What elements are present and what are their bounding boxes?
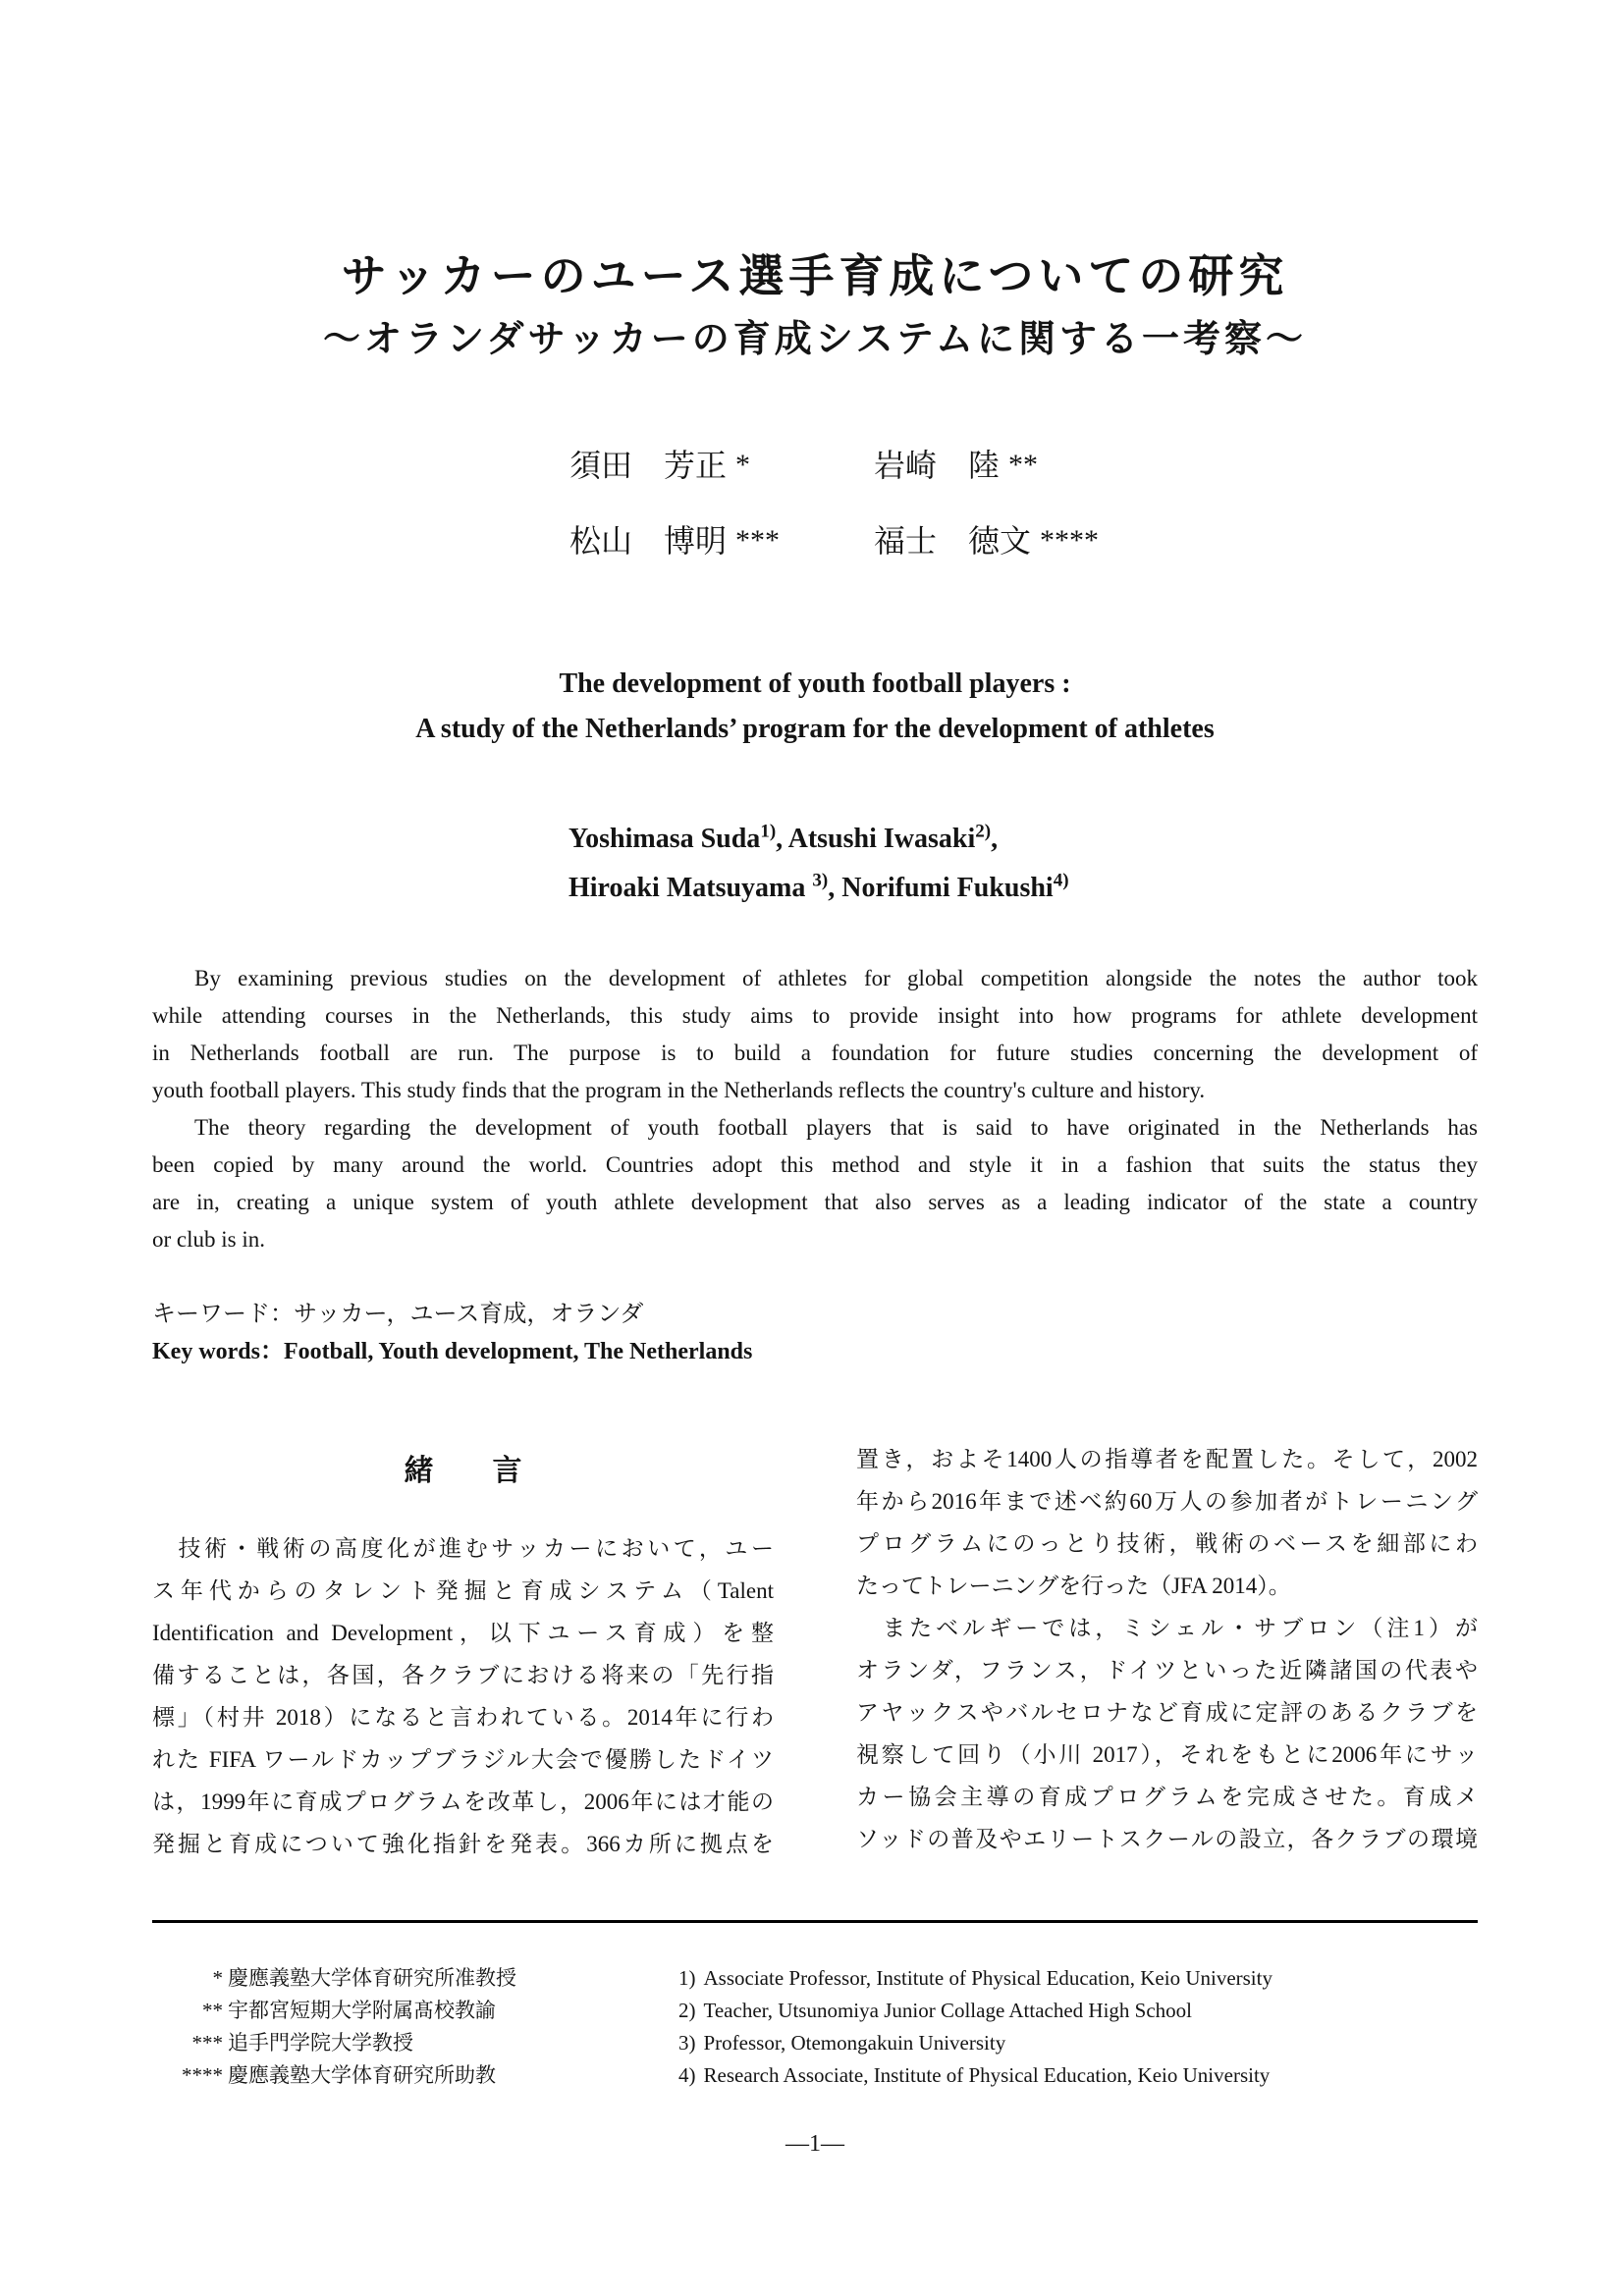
author-en-name: Hiroaki Matsuyama [568,872,813,903]
footnote-line [678,1995,1272,2027]
keywords-en: Key words：Football, Youth development, The Netherlands [152,1338,753,1364]
author-en-sup: 2) [975,821,992,842]
author-en-name: , Norifumi Fukushi [828,872,1054,903]
body-line: またベルギーでは，ミシェル・サブロン（注1）が [856,1615,1478,1640]
body-line: は，1999年に育成プログラムを改革し，2006年には才能の [152,1789,774,1814]
footnote-marker: *** [191,2030,223,2055]
author-en-separator: , [991,823,999,854]
body-line: 標」（村井 2018）になると言われている。2014年に行わ [152,1704,774,1730]
author-en-sup: 1) [760,821,777,842]
footnote-rule [152,1920,1478,1923]
body-line: 備することは，各国，各クラブにおける将来の「先行指 [152,1662,774,1687]
authors-en-line-2 [568,864,1478,913]
page-number: ―1― [785,2130,844,2157]
body-line: 技術・戦術の高度化が進むサッカーにおいて，ユー [152,1535,774,1561]
footnote-text: Research Associate, Institute of Physical Education, Keio University [703,2062,1271,2087]
body-line: ソッドの普及やエリートスクールの設立，各クラブの環境 [856,1826,1478,1851]
body-line: カー協会主導の育成プログラムを完成させた。育成メ [856,1784,1478,1809]
footnote-text: 宇都宮短期大学附属髙校教諭 [228,1998,496,2022]
body-line: れた FIFA ワールドカップブラジル大会で優勝したドイツ [152,1746,774,1772]
footnote-marker: * [212,1965,223,1990]
footnote-marker: 4) [678,2062,696,2087]
abstract-section [152,960,1478,1258]
footnote-marker: 2) [678,1998,696,2022]
right-column [856,1438,1478,1865]
author-affiliation-mark: ** [1008,448,1039,481]
author-name: 須田 芳正 [569,447,728,483]
authors-en-block [568,815,1478,913]
footnote-text: Associate Professor, Institute of Physical Education, Keio University [703,1965,1272,1990]
author-affiliation-mark: **** [1040,523,1100,557]
abstract-line: youth football players. This study finds that the program in the Netherlands reflects the country's culture and history. [152,1077,1206,1102]
author-en-sup: 3) [812,870,829,891]
section-heading-introduction: 緒 言 [404,1454,522,1487]
abstract-line: The theory regarding the development of youth football players that is said to have originated in the Netherlands has [194,1114,1478,1140]
english-title-line-2: A study of the Netherlands’ program for the development of athletes [415,713,1215,744]
body-line: ス年代からのタレント発掘と育成システム（Talent [152,1577,774,1603]
footnote-text: 慶應義塾大学体育研究所准教授 [228,1965,516,1990]
footnote-affiliations-en [678,1962,1272,2092]
footnote-marker: 1) [678,1965,696,1990]
author-ja-suda [569,445,874,488]
body-line: 発掘と育成について強化指針を発表。366カ所に拠点を [152,1831,774,1856]
footnote-text: Teacher, Utsunomiya Junior Collage Attached High School [703,1998,1192,2022]
footnote-marker: **** [182,2062,223,2087]
body-line: Identification and Development，以下ユース育成）を整 [152,1620,774,1645]
author-affiliation-mark: * [735,448,751,481]
paper-title-ja: サッカーのユース選手育成についての研究 [341,251,1289,301]
author-affiliation-mark: *** [735,523,781,557]
footnote-line [678,2059,1272,2092]
english-title [152,662,1478,752]
abstract-line: while attending courses in the Netherlands, this study aims to provide insight into how programs for athlete development [152,1002,1478,1028]
body-line: 置き，およそ1400人の指導者を配置した。そして，2002 [856,1446,1478,1471]
left-column [152,1438,774,1865]
author-ja-matsuyama [569,520,874,563]
footnote-text: 慶應義塾大学体育研究所助教 [228,2062,496,2087]
body-line: オランダ，フランス，ドイツといった近隣諸国の代表や [856,1657,1478,1682]
author-ja-iwasaki [874,445,1099,488]
footnote-line [152,2059,643,2092]
paper-subtitle-ja: ～オランダサッカーの育成システムに関する一考察～ [323,318,1307,360]
body-line: プログラムにのっとり技術，戦術のベースを細部にわ [856,1530,1478,1556]
abstract-line: in Netherlands football are run. The purpose is to build a foundation for future studies concerning the development of [152,1040,1478,1065]
abstract-line: are in, creating a unique system of youth athlete development that also serves as a leading indicator of the state a country [152,1189,1478,1214]
author-en-name: Yoshimasa Suda [568,823,761,854]
abstract-line: By examining previous studies on the development of athletes for global competition alongside the notes the author took [194,965,1478,990]
author-name: 松山 博明 [569,522,728,559]
author-ja-fukushi [874,520,1099,563]
keywords-section [152,1296,1478,1370]
footnote-line [152,1962,643,1995]
body-columns [152,1438,1478,1865]
footnote-line [678,1962,1272,1995]
footnote-text: 追手門学院大学教授 [228,2030,413,2055]
body-line: アヤックスやバルセロナなど育成に定評のあるクラブを [856,1699,1478,1725]
footnote-line [152,1995,643,2027]
body-line: たってトレーニングを行った（JFA 2014）。 [856,1573,1291,1598]
english-title-line-1: The development of youth football players : [559,667,1071,699]
abstract-line: or club is in. [152,1226,265,1252]
author-name: 岩崎 陸 [874,447,1001,483]
author-en-name: , Atsushi Iwasaki [776,823,976,854]
authors-en-line-1 [568,815,1478,864]
footnote-text: Professor, Otemongakuin University [703,2030,1006,2055]
keywords-ja: キーワード：サッカー，ユース育成，オランダ [152,1301,644,1327]
abstract-line: been copied by many around the world. Countries adopt this method and style it in a fashion that suits the status they [152,1151,1478,1177]
footnote-marker: 3) [678,2030,696,2055]
footnote-affiliations-ja [152,1962,643,2092]
footnote-line [678,2027,1272,2059]
body-line: 年から2016年まで述べ約60万人の参加者がトレーニング [856,1488,1478,1514]
author-name: 福士 徳文 [874,522,1032,559]
author-en-sup: 4) [1053,870,1069,891]
footnotes-section [152,1962,1478,2092]
footnote-marker: ** [202,1998,223,2022]
footnote-line [152,2027,643,2059]
body-line: 視察して回り（小川 2017），それをもとに2006年にサッ [856,1741,1478,1767]
authors-ja-grid [569,445,1099,563]
